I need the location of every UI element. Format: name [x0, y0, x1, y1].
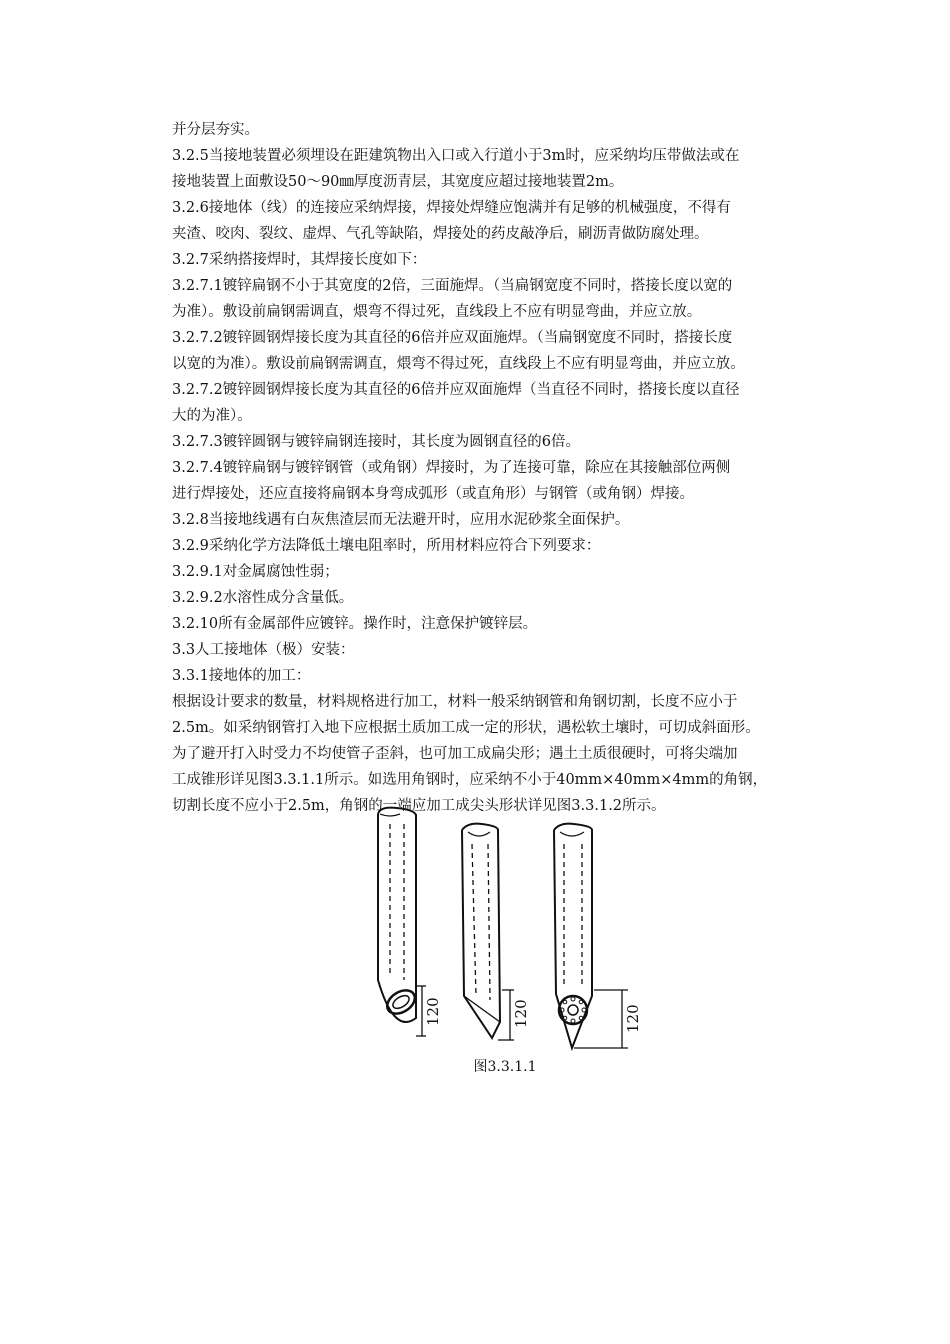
text-line: 3.3.1接地体的加工：	[172, 668, 311, 684]
text-line: 工成锥形详见图3.3.1.1所示。如选用角钢时，应采纳不小于40mm×40mm×4mm的角钢，	[172, 772, 768, 788]
text-line: 3.2.6接地体（线）的连接应采纳焊接，焊接处焊缝应饱满并有足够的机械强度，不得有	[172, 200, 731, 216]
text-line: 3.2.7.2镀锌圆钢焊接长度为其直径的6倍并应双面施焊。（当扁钢宽度不同时，搭接长度	[172, 330, 733, 346]
slant-cut-pipe-icon	[378, 808, 419, 1022]
pipe-figure	[364, 800, 664, 1052]
text-line: 以宽的为准）。敷设前扁钢需调直，煨弯不得过死，直线段上不应有明显弯曲，并应立放。	[172, 356, 745, 372]
text-line: 根据设计要求的数量，材料规格进行加工，材料一般采纳钢管和角钢切割，长度不应小于	[172, 694, 738, 710]
text-line: 接地装置上面敷设50～90㎜厚度沥青层，其宽度应超过接地装置2m。	[172, 174, 624, 190]
text-line: 3.2.9.1对金属腐蚀性弱；	[172, 564, 339, 580]
dimension-label-2: 120	[512, 999, 530, 1028]
text-line: 3.2.9采纳化学方法降低土壤电阻率时，所用材料应符合下列要求：	[172, 538, 601, 554]
text-line: 3.3人工接地体（极）安装：	[172, 642, 355, 658]
text-line: 3.2.7.3镀锌圆钢与镀锌扁钢连接时，其长度为圆钢直径的6倍。	[172, 434, 580, 450]
text-line: 3.2.7.1镀锌扁钢不小于其宽度的2倍，三面施焊。（当扁钢宽度不同时，搭接长度以宽的	[172, 278, 733, 294]
text-line: 大的为准）。	[172, 408, 252, 424]
text-line: 并分层夯实。	[172, 122, 259, 138]
text-line: 3.2.7采纳搭接焊时，其焊接长度如下：	[172, 252, 427, 268]
text-line: 3.2.8当接地线遇有白灰焦渣层而无法避开时，应用水泥砂浆全面保护。	[172, 512, 630, 528]
text-line: 切割长度不应小于2.5m，角钢的一端应加工成尖头形状详见图3.3.1.2所示。	[172, 798, 666, 814]
flat-tip-pipe-icon	[462, 824, 500, 1038]
figure-caption: 图3.3.1.1	[473, 1059, 537, 1075]
text-line: 3.2.10所有金属部件应镀锌。操作时，注意保护镀锌层。	[172, 616, 538, 632]
body-text	[172, 117, 848, 819]
text-line: 为了避开打入时受力不均使管子歪斜，也可加工成扁尖形；遇土土质很硬时，可将尖端加	[172, 746, 738, 762]
text-line: 3.2.7.4镀锌扁钢与镀锌钢管（或角钢）焊接时，为了连接可靠，除应在其接触部位两侧	[172, 460, 731, 476]
text-line: 夹渣、咬肉、裂纹、虚焊、气孔等缺陷，焊接处的药皮敲净后，刷沥青做防腐处理。	[172, 226, 709, 242]
text-line: 3.2.9.2水溶性成分含量低。	[172, 590, 354, 606]
text-line: 为准）。敷设前扁钢需调直，煨弯不得过死，直线段上不应有明显弯曲，并应立放。	[172, 304, 702, 320]
text-line: 2.5m。如采纳钢管打入地下应根据土质加工成一定的形状，遇松软土壤时，可切成斜面形。	[172, 720, 760, 736]
text-line: 3.2.7.2镀锌圆钢焊接长度为其直径的6倍并应双面施焊（当直径不同时，搭接长度以直径	[172, 382, 740, 398]
dimension-label-1: 120	[424, 997, 442, 1026]
cone-tip-pipe-icon	[554, 824, 592, 1048]
dimension-label-3: 120	[624, 1004, 642, 1033]
text-line: 3.2.5当接地装置必须埋设在距建筑物出入口或入行道小于3m时，应采纳均压带做法或在	[172, 148, 740, 164]
text-line: 进行焊接处，还应直接将扁钢本身弯成弧形（或直角形）与钢管（或角钢）焊接。	[172, 486, 694, 502]
